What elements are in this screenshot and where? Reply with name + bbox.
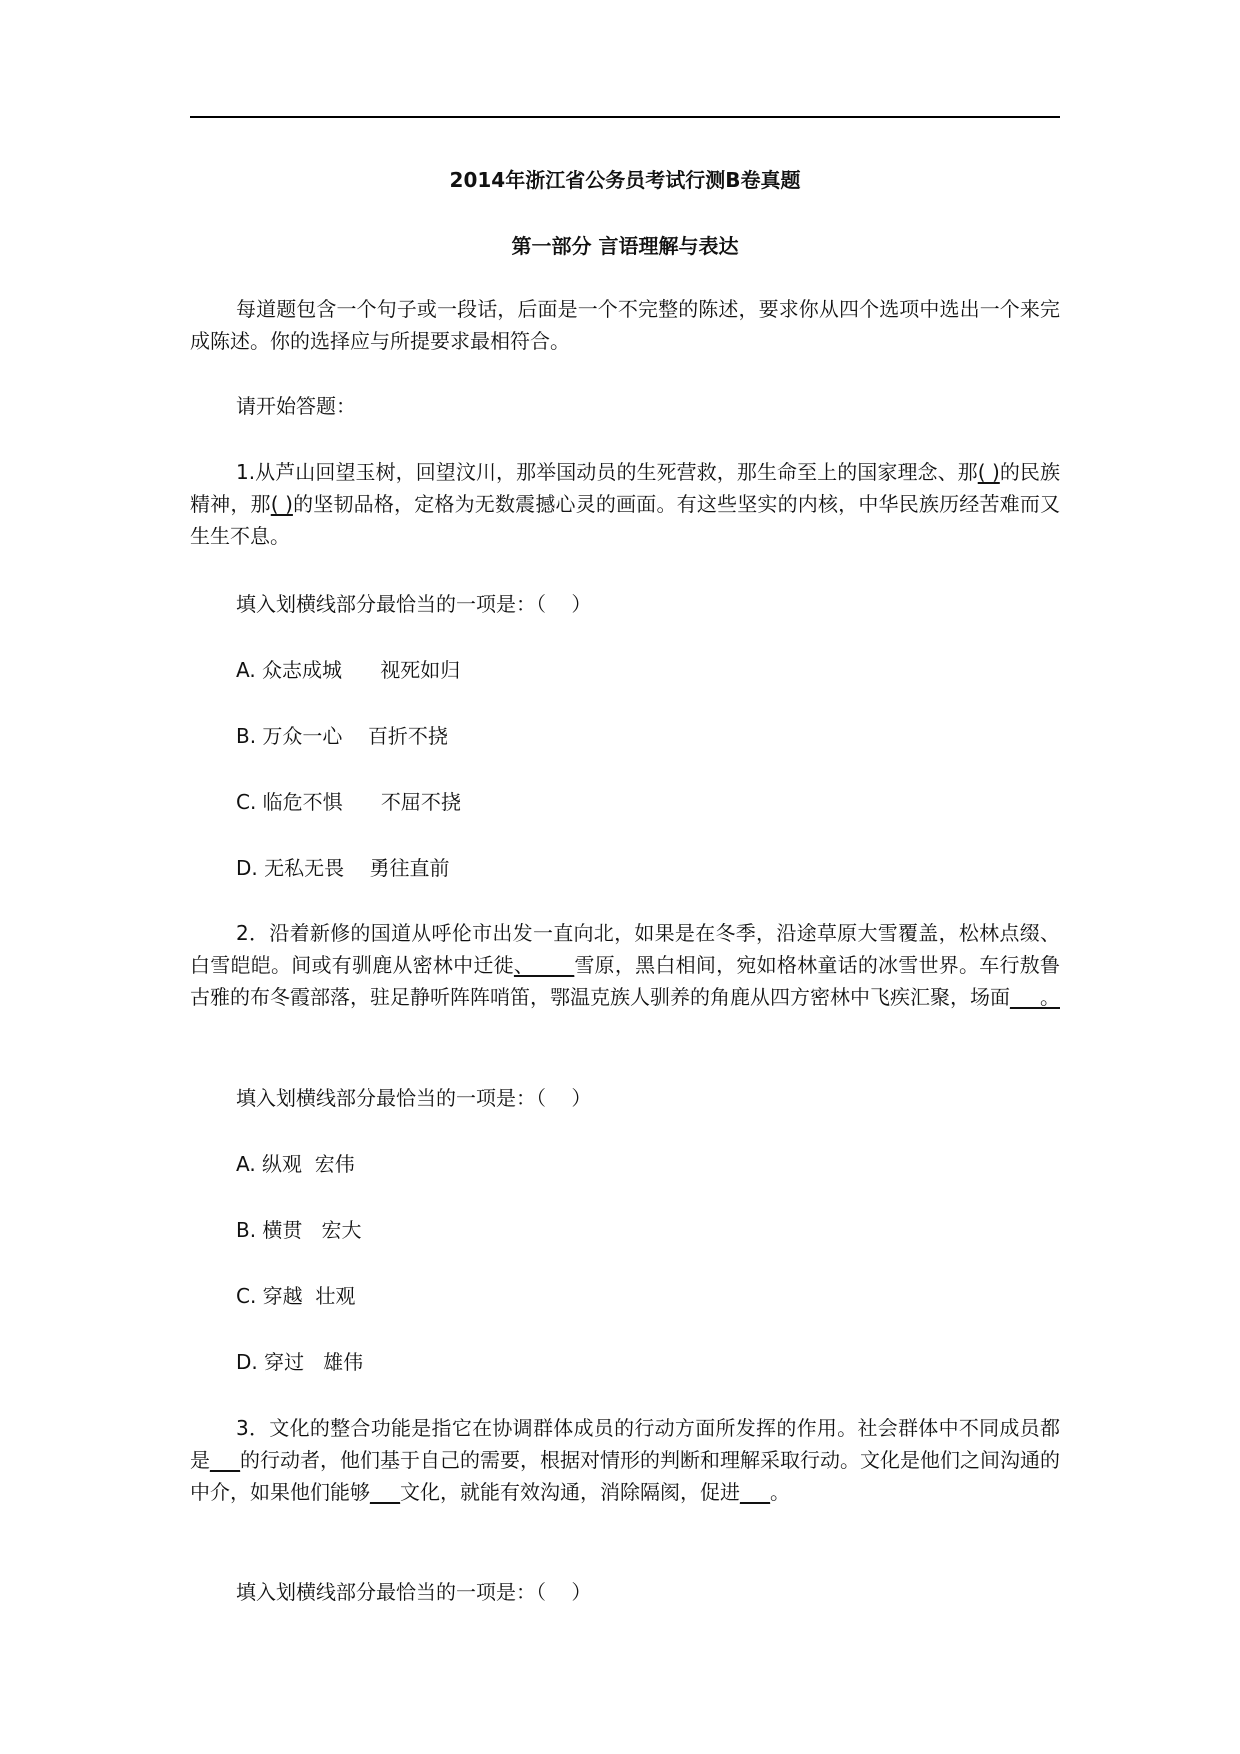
question-2-option-d: D. 穿过 雄伟 — [236, 1350, 364, 1374]
question-1-text — [190, 456, 1060, 552]
question-2-option-c: C. 穿越 壮观 — [236, 1284, 356, 1308]
section-title: 第一部分 言语理解与表达 — [511, 234, 739, 258]
question-2-text-part: 雪原，黑白相间，宛如格林童话的冰雪世界。车行敖鲁古雅的布冬霞部落，驻足静听阵阵哨笛，鄂温克族人驯养的角鹿从四方密林中飞疾汇聚，场面 — [190, 953, 1061, 1009]
question-1-option-b: B. 万众一心 百折不挠 — [236, 724, 448, 748]
question-1-text-part: 的坚韧品格，定格为无数震撼心灵的画面。有这些坚实的内核，中华民族历经苦难而又生生不息。 — [190, 492, 1061, 548]
question-3-text-part: 的行动者，他们基于自己的需要，根据对情形的判断和理解采取行动。文化是他们之间沟通的中介，如果他们能够 — [190, 1448, 1060, 1504]
question-2-blank-2: ___。 — [1010, 985, 1060, 1009]
question-2-prompt: 填入划横线部分最恰当的一项是：（ ） — [236, 1086, 592, 1110]
question-1-prompt: 填入划横线部分最恰当的一项是：（ ） — [236, 592, 592, 616]
document-title: 2014年浙江省公务员考试行测B卷真题 — [449, 168, 801, 192]
question-1-option-c: C. 临危不惧 不屈不挠 — [236, 790, 461, 814]
question-2-option-a: A. 纵观 宏伟 — [236, 1152, 355, 1176]
question-3-blank-3: ___ — [740, 1480, 770, 1504]
question-1-blank-1: ( ) — [977, 460, 1000, 484]
question-1-text-part: 的民族精神，那 — [190, 460, 1060, 516]
question-2-text-part: 2．沿着新修的国道从呼伦市出发一直向北，如果是在冬季，沿途草原大雪覆盖，松林点缀、白雪皑皑。间或有驯鹿从密林中迁徙 — [190, 921, 1060, 977]
start-prompt: 请开始答题： — [236, 394, 356, 418]
question-3-text-part: 3．文化的整合功能是指它在协调群体成员的行动方面所发挥的作用。社会群体中不同成员都是 — [190, 1416, 1060, 1472]
question-1-blank-2: ( ) — [270, 492, 293, 516]
question-3-text-part: 。 — [770, 1480, 790, 1504]
instructions-paragraph: 每道题包含一个句子或一段话，后面是一个不完整的陈述，要求你从四个选项中选出一个来完成陈述。你的选择应与所提要求最相符合。 — [190, 297, 1060, 353]
header-rule — [190, 116, 1060, 118]
question-1-text-part: 1.从芦山回望玉树，回望汶川，那举国动员的生死营救，那生命至上的国家理念、那 — [236, 460, 978, 484]
question-3-blank-2: ___ — [370, 1480, 400, 1504]
question-2-option-b: B. 横贯 宏大 — [236, 1218, 362, 1242]
question-3-prompt: 填入划横线部分最恰当的一项是：（ ） — [236, 1580, 592, 1604]
question-2-text — [190, 917, 1060, 1013]
question-2-blank-1: 、____ — [513, 953, 575, 977]
question-1-option-a: A. 众志成城 视死如归 — [236, 658, 461, 682]
question-3-text — [190, 1412, 1060, 1508]
question-3-text-part: 文化，就能有效沟通，消除隔阂，促进 — [400, 1480, 740, 1504]
question-3-blank-1: ___ — [210, 1448, 240, 1472]
question-1-option-d: D. 无私无畏 勇往直前 — [236, 856, 450, 880]
